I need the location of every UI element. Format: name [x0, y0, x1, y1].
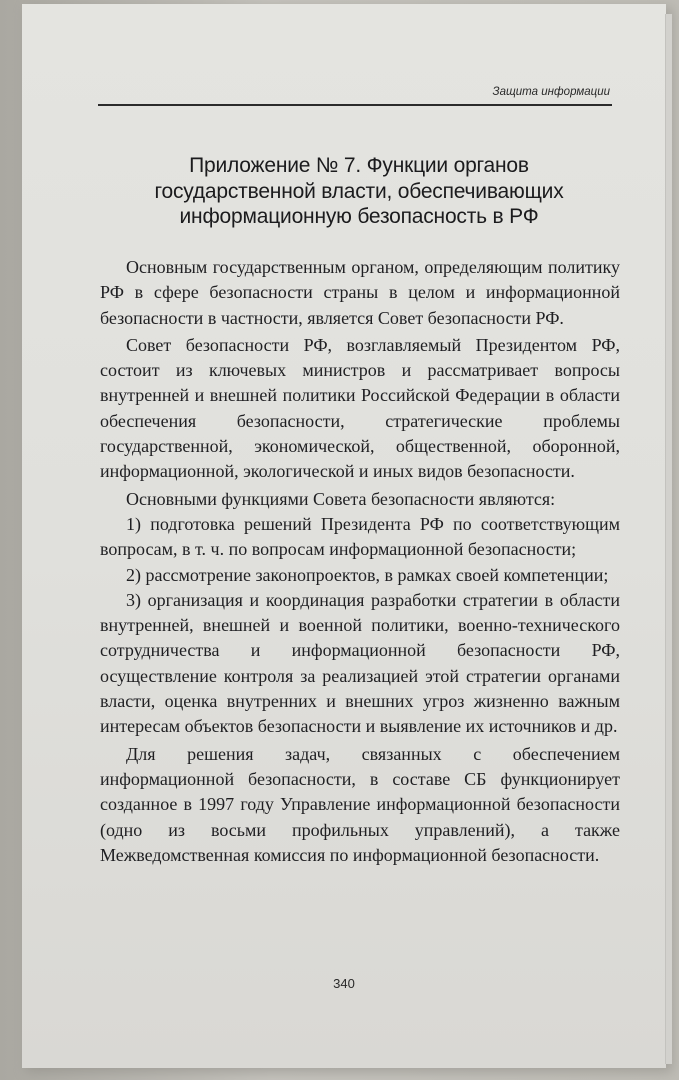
page-stack-edge: [665, 14, 672, 1064]
paragraph-security-council: Совет безопасности РФ, возглавляемый Президентом РФ, состоит из ключевых министров и рассматривает вопросы внутренней и внешней политики Российской Федерации в области обеспечения безопасности, стратегические проблемы государственной, экономической, общественной, оборонной, информационной, экологической и иных видов безопасности.: [100, 334, 620, 482]
chapter-title-line-2: государственной власти, обеспечивающих: [154, 179, 564, 203]
paragraph-management: Для решения задач, связанных с обеспечением информационной безопасности, в составе СБ функционирует созданное в 1997 году Управление информационной безопасности (одно из восьми профильных управлений), а также Межведомственная комиссия по информационной безопасности.: [100, 743, 620, 865]
book-page: [22, 4, 666, 1068]
paragraph-intro: Основным государственным органом, определяющим политику РФ в сфере безопасности страны в целом и информационной безопасности в частности, является Совет безопасности РФ.: [100, 257, 620, 328]
list-item-3: 3) организация и координация разработки стратегии в области внутренней, внешней и военной политики, военно-технического сотрудничества и информационной безопасности РФ, осуществление контроля за реализацией этой стратегии органами власти, оценка внутренних и внешних угроз жизненно важным интересам объектов безопасности и выявление их источников и др.: [100, 589, 620, 737]
chapter-title: [104, 153, 614, 230]
page-number: 340: [333, 976, 355, 991]
list-item-1: 1) подготовка решений Президента РФ по соответствующим вопросам, в т. ч. по вопросам информационной безопасности;: [100, 513, 620, 560]
paragraph-functions-heading: Основными функциями Совета безопасности являются:: [126, 488, 556, 509]
running-header: Защита информации: [492, 86, 610, 98]
chapter-title-line-3: информационную безопасность в РФ: [179, 205, 539, 228]
body-text: [100, 255, 620, 870]
list-item-2: 2) рассмотрение законопроектов, в рамках своей компетенции;: [126, 564, 609, 585]
chapter-title-line-1: Приложение № 7. Функции органов: [189, 154, 529, 177]
header-rule: [98, 104, 612, 106]
